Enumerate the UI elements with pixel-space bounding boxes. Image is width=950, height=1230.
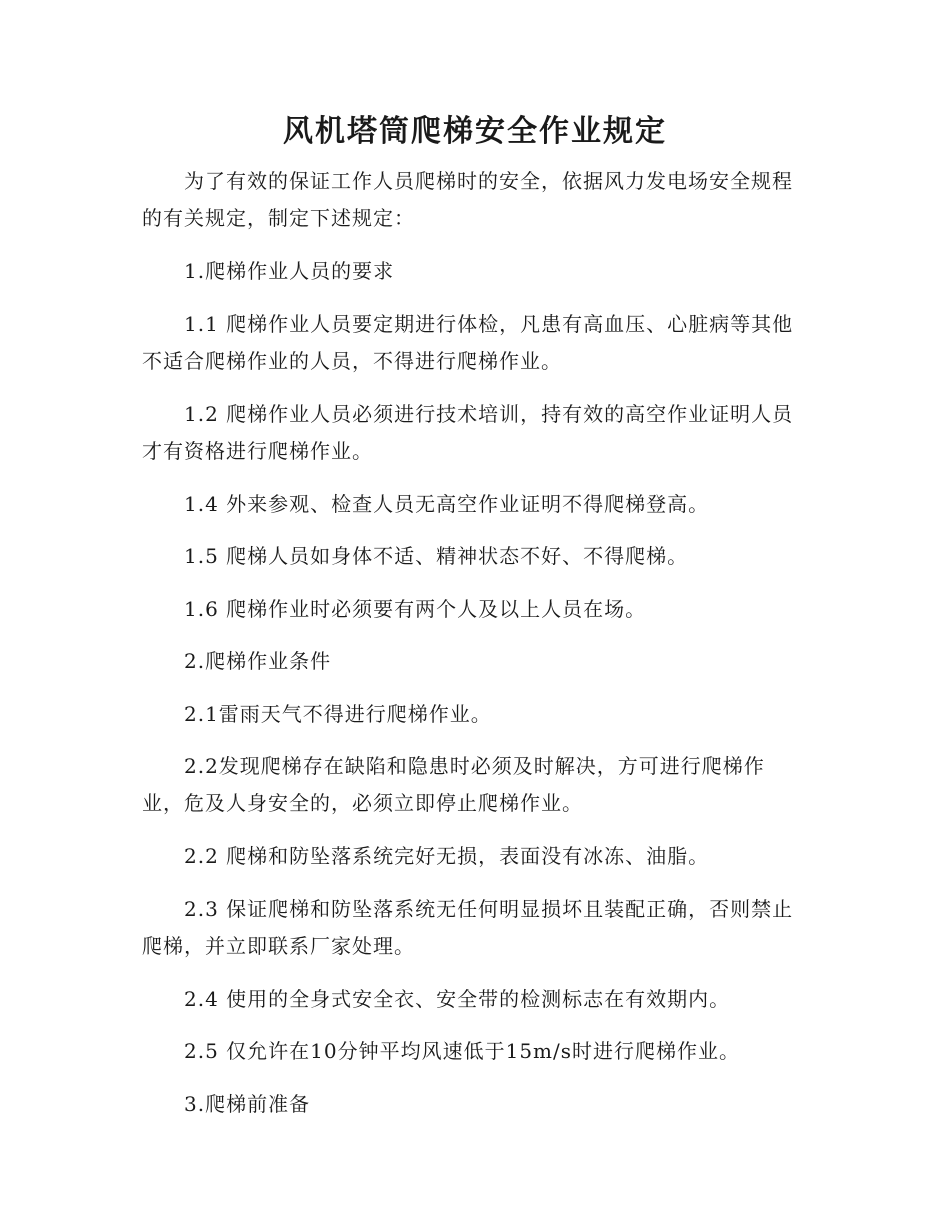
paragraph-2-4: 2.4 使用的全身式安全衣、安全带的检测标志在有效期内。 xyxy=(184,987,731,1011)
section-heading-3: 3.爬梯前准备 xyxy=(184,1092,311,1116)
paragraph-1-2: 1.2 爬梯作业人员必须进行技术培训，持有效的高空作业证明人员才有资格进行爬梯作业。 xyxy=(142,402,794,463)
section-heading-1: 1.爬梯作业人员的要求 xyxy=(184,259,395,283)
document-title: 风机塔筒爬梯安全作业规定 xyxy=(283,114,667,149)
paragraph-1-4: 1.4 外来参观、检查人员无高空作业证明不得爬梯登高。 xyxy=(184,492,710,516)
paragraph-1-6: 1.6 爬梯作业时必须要有两个人及以上人员在场。 xyxy=(184,597,647,621)
section-heading-2: 2.爬梯作业条件 xyxy=(184,649,332,673)
paragraph-1-1: 1.1 爬梯作业人员要定期进行体检，凡患有高血压、心脏病等其他不适合爬梯作业的人员，不得进行爬梯作业。 xyxy=(142,312,794,373)
paragraph-2-2b: 2.2 爬梯和防坠落系统完好无损，表面没有冰冻、油脂。 xyxy=(184,844,710,868)
paragraph-1-5: 1.5 爬梯人员如身体不适、精神状态不好、不得爬梯。 xyxy=(184,544,689,568)
paragraph-2-2a: 2.2发现爬梯存在缺陷和隐患时必须及时解决，方可进行爬梯作业，危及人身安全的，必须立即停止爬梯作业。 xyxy=(142,754,765,815)
paragraph-2-1: 2.1雷雨天气不得进行爬梯作业。 xyxy=(184,702,492,726)
paragraph-2-5: 2.5 仅允许在10分钟平均风速低于15m/s时进行爬梯作业。 xyxy=(184,1039,741,1063)
paragraph-intro: 为了有效的保证工作人员爬梯时的安全，依据风力发电场安全规程的有关规定，制定下述规定： xyxy=(142,169,793,230)
paragraph-2-3: 2.3 保证爬梯和防坠落系统无任何明显损坏且装配正确，否则禁止爬梯，并立即联系厂家处理。 xyxy=(142,897,794,958)
